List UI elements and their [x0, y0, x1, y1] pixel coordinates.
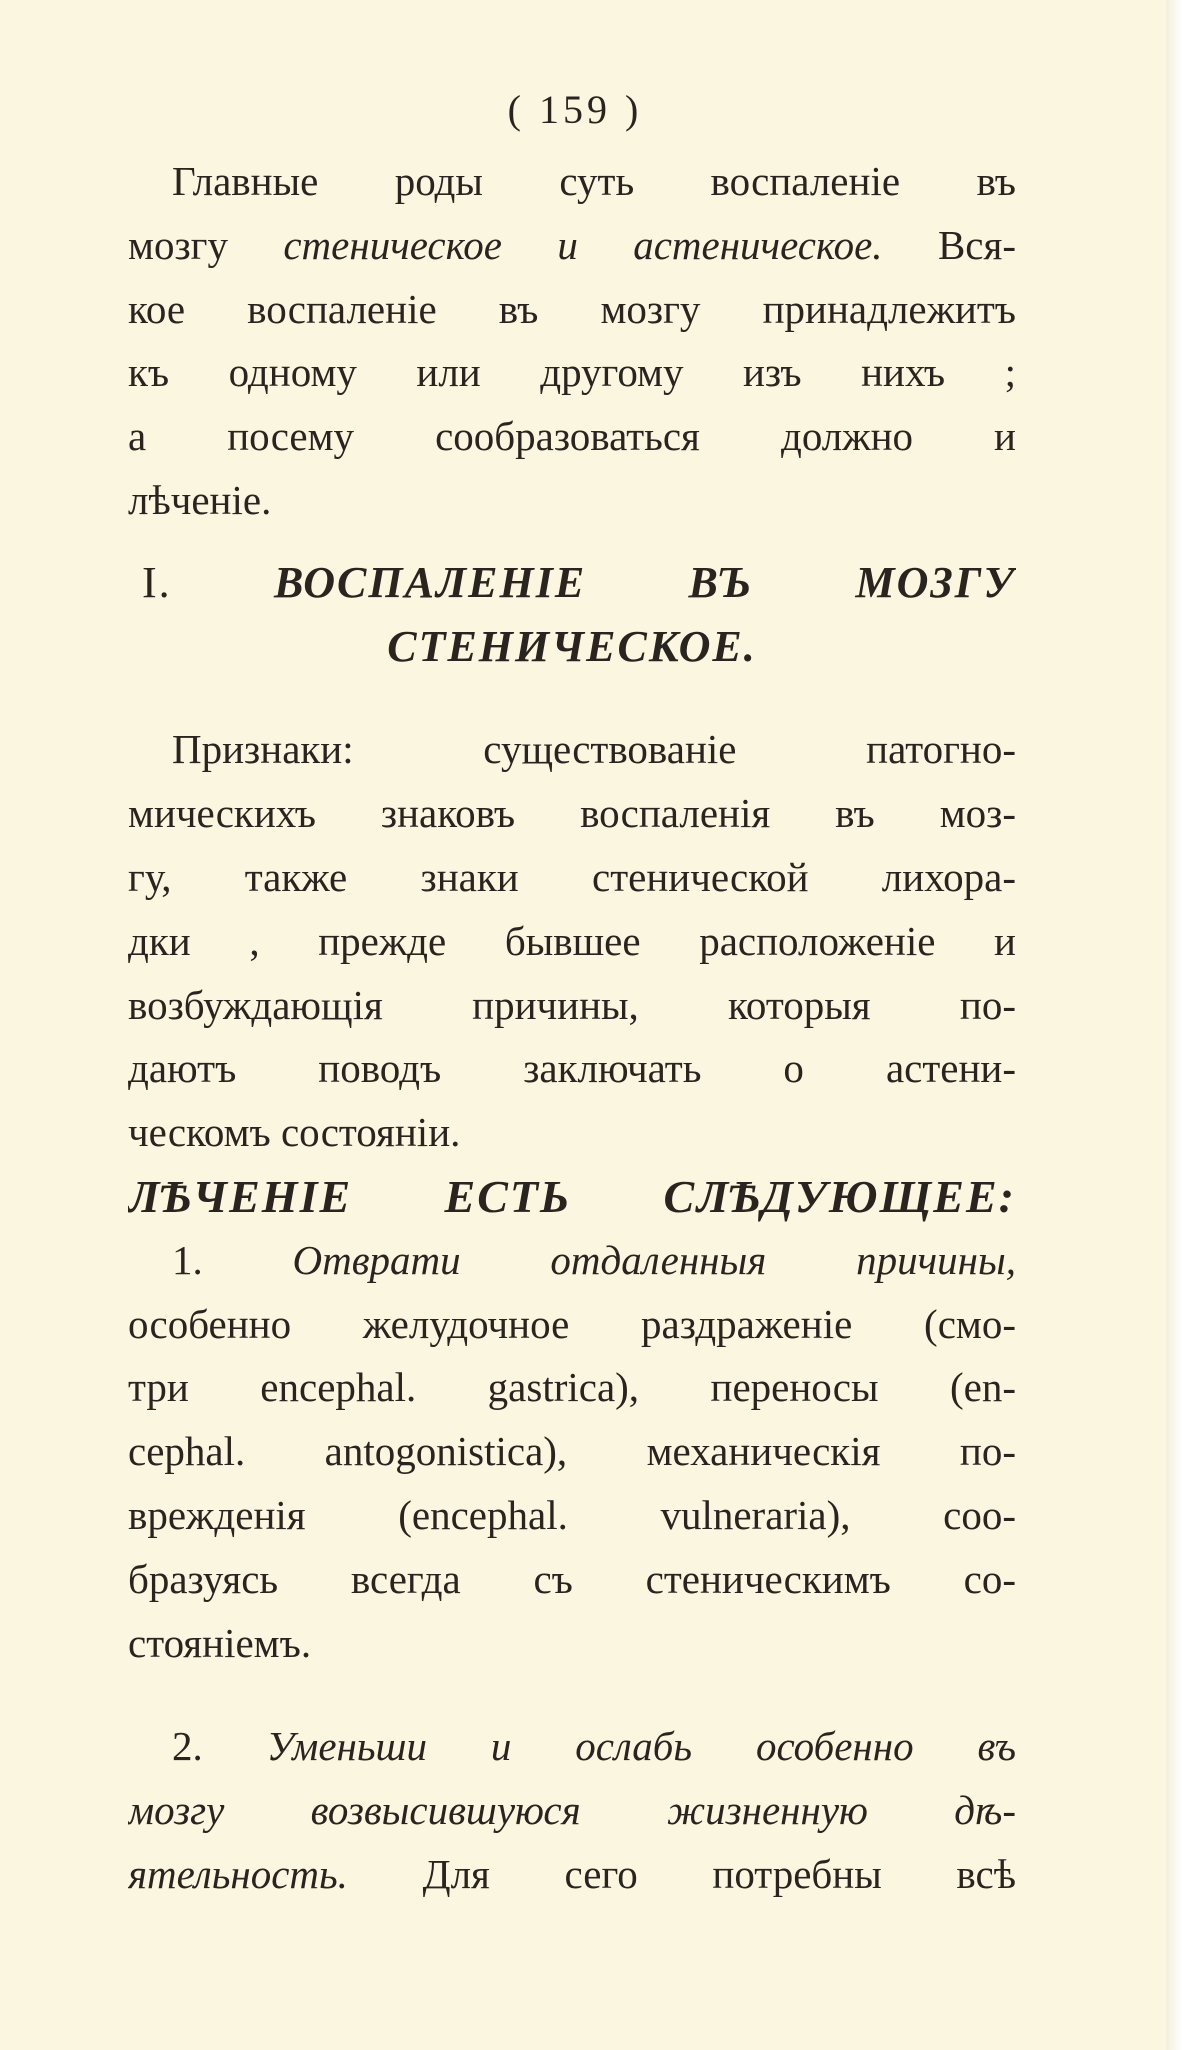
text-line: мозгу возвысившуюся жизненную дѣ-	[128, 1787, 1016, 1834]
text-line	[128, 1715, 1016, 1779]
text-line: врежденія (encephal. vulneraria), соо-	[128, 1491, 1016, 1538]
text-line: даютъ поводъ заключать о астени-	[128, 1045, 1016, 1092]
item-number: 1.	[172, 1236, 203, 1283]
italic-term: Уменьши и ослабь особенно въ	[266, 1723, 1016, 1770]
section-heading-line: СТЕНИЧЕСКОЕ.	[387, 621, 757, 671]
text-line: кое воспаленіе въ мозгу принадлежитъ	[128, 285, 1016, 332]
page-edge	[1166, 0, 1182, 2050]
text-line: Признаки: существованіе патогно-	[172, 726, 1016, 773]
text-line: къ одному или другому изъ нихъ ;	[128, 349, 1016, 396]
text-line: Главные роды суть воспаленіе въ	[172, 158, 1016, 204]
text-line	[128, 1229, 1016, 1293]
page-number: ( 159 )	[507, 87, 643, 132]
paragraph-2	[128, 718, 1016, 1165]
text-line: бразуясь всегда съ стеническимъ со-	[128, 1555, 1016, 1602]
section-heading-line	[128, 551, 1016, 615]
text-line: возбуждающія причины, которыя по-	[128, 981, 1016, 1028]
text-fragment: Для сего потребны всѣ	[347, 1850, 1016, 1897]
section-numeral: I.	[142, 557, 172, 607]
text-line: стояніемъ.	[128, 1619, 312, 1666]
section-heading	[128, 551, 1016, 679]
text-line: мическихъ знаковъ воспаленія въ моз-	[128, 790, 1016, 837]
treatment-heading: ЛѢЧЕНІЕ ЕСТЬ СЛѢДУЮЩЕЕ:	[128, 1170, 1016, 1222]
treatment-item-1	[128, 1229, 1016, 1676]
text-line	[128, 1843, 1016, 1907]
section-title-part: ВОСПАЛЕНІЕ ВЪ МОЗГУ	[273, 557, 1016, 607]
text-line: лѣченіе.	[128, 476, 272, 523]
treatment-item-2	[128, 1715, 1016, 1906]
text-fragment: мозгу	[128, 221, 284, 268]
text-line: гу, также знаки стенической лихора-	[128, 853, 1016, 900]
text-column	[128, 150, 1016, 1907]
italic-term: ятельность.	[128, 1850, 348, 1897]
text-line: а посему сообразоваться должно и	[128, 413, 1016, 460]
text-fragment: Вся-	[882, 221, 1016, 268]
text-line: cephal. antogonistica), механическія по-	[128, 1428, 1016, 1475]
italic-term: Отврати отдаленныя причины,	[292, 1236, 1016, 1283]
italic-term: стеническое и астеническое.	[283, 221, 883, 268]
text-line: ческомъ состояніи.	[128, 1109, 461, 1156]
text-line: три encephal. gastrica), переносы (en-	[128, 1364, 1016, 1411]
item-number: 2.	[172, 1723, 203, 1770]
text-line	[128, 214, 1016, 278]
text-line: дки , прежде бывшее расположеніе и	[128, 917, 1016, 964]
paragraph-1	[128, 150, 1016, 533]
text-line: особенно желудочное раздраженіе (смо-	[128, 1300, 1016, 1347]
